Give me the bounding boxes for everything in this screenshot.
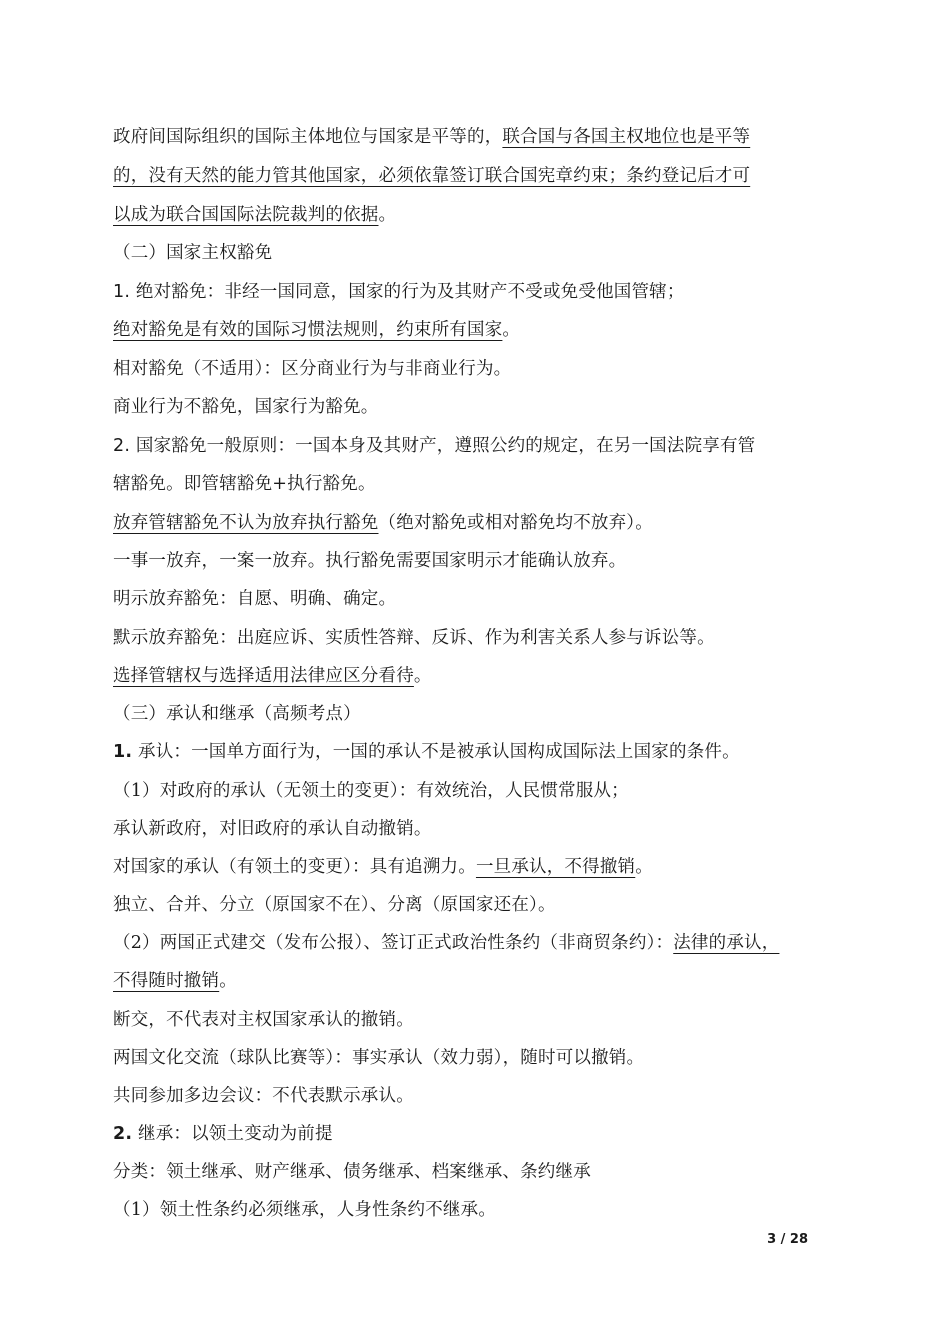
- paragraph-line: [113, 665, 813, 687]
- text-run: 。: [502, 320, 521, 340]
- underlined-text: 以成为联合国国际法院裁判的依据: [113, 205, 379, 225]
- text-run: 。: [413, 666, 432, 686]
- item-number: 1.: [113, 282, 131, 302]
- text-run: 独立、合并、分立（原国家不在）、分离（原国家还在）。: [113, 895, 556, 915]
- paragraph-line: [113, 1085, 813, 1107]
- text-run: 继承：以领土变动为前提: [132, 1124, 333, 1144]
- paragraph-line: [113, 1161, 813, 1183]
- underlined-text: 的，没有天然的能力管其他国家，必须依靠签订联合国宪章约束；条约登记后才可: [113, 166, 751, 186]
- paragraph-line: [113, 473, 813, 495]
- text-run: 绝对豁免：非经一国同意，国家的行为及其财产不受或免受他国管辖；: [130, 282, 685, 302]
- text-run: 辖豁免。即管辖豁免+执行豁免。: [113, 474, 376, 494]
- text-run: （1）领土性条约必须继承，人身性条约不继承。: [113, 1200, 497, 1220]
- text-run: 国家豁免一般原则：一国本身及其财产，遵照公约的规定，在另一国法院享有管: [130, 436, 756, 456]
- paragraph-line: [113, 396, 813, 418]
- paragraph-line: [113, 856, 813, 878]
- section-heading: [113, 242, 813, 264]
- paragraph-line: [113, 818, 813, 840]
- item-number: 2.: [113, 436, 131, 456]
- text-run: 承认新政府，对旧政府的承认自动撤销。: [113, 819, 432, 839]
- page-number: 3 / 28: [767, 1232, 808, 1247]
- text-run: 。: [378, 205, 397, 225]
- text-run: 断交，不代表对主权国家承认的撤销。: [113, 1010, 414, 1030]
- text-run: 承认：一国单方面行为，一国的承认不是被承认国构成国际法上国家的条件。: [132, 742, 740, 762]
- text-run: 分类：领土继承、财产继承、债务继承、档案继承、条约继承: [113, 1162, 591, 1182]
- paragraph-line: [113, 126, 813, 148]
- paragraph-line: [113, 932, 813, 954]
- paragraph-line: [113, 435, 813, 457]
- heading-text: （二）国家主权豁免: [113, 243, 273, 263]
- text-run: （绝对豁免或相对豁免均不放弃）。: [378, 513, 653, 533]
- item-number: 2.: [113, 1124, 133, 1144]
- underlined-text: 一旦承认，不得撤销: [475, 857, 636, 877]
- underlined-text: 绝对豁免是有效的国际习惯法规则，约束所有国家: [113, 320, 503, 340]
- text-run: （2）两国正式建交（发布公报）、签订正式政治性条约（非商贸条约）：: [113, 933, 674, 953]
- underlined-text: 法律的承认，: [673, 933, 780, 953]
- paragraph-line: [113, 512, 813, 534]
- paragraph-line: [113, 358, 813, 380]
- paragraph-line: [113, 1047, 813, 1069]
- paragraph-line: [113, 319, 813, 341]
- item-number: 1.: [113, 742, 133, 762]
- text-run: 共同参加多边会议：不代表默示承认。: [113, 1086, 414, 1106]
- paragraph-line: [113, 970, 813, 992]
- underlined-text: 联合国与各国主权地位也是平等: [502, 127, 751, 147]
- text-run: 。: [219, 971, 237, 991]
- text-run: 一事一放弃，一案一放弃。执行豁免需要国家明示才能确认放弃。: [113, 551, 627, 571]
- underlined-text: 选择管辖权与选择适用法律应区分看待: [113, 666, 414, 686]
- underlined-text: 不得随时撤销: [113, 971, 220, 991]
- paragraph-line: [113, 780, 813, 802]
- paragraph-line: [113, 165, 813, 187]
- paragraph-line: [113, 550, 813, 572]
- text-run: 政府间国际组织的国际主体地位与国家是平等的，: [113, 127, 503, 147]
- paragraph-line: [113, 281, 813, 303]
- text-run: 。: [635, 857, 653, 877]
- paragraph-line: [113, 588, 813, 610]
- text-run: 对国家的承认（有领土的变更）：具有追溯力。: [113, 857, 476, 877]
- text-run: 两国文化交流（球队比赛等）：事实承认（效力弱），随时可以撤销。: [113, 1048, 645, 1068]
- paragraph-line: [113, 204, 813, 226]
- text-run: 商业行为不豁免，国家行为豁免。: [113, 397, 379, 417]
- text-run: 明示放弃豁免：自愿、明确、确定。: [113, 589, 397, 609]
- paragraph-line: [113, 1123, 813, 1145]
- text-run: （1）对政府的承认（无领土的变更）：有效统治，人民惯常服从；: [113, 781, 629, 801]
- paragraph-line: [113, 894, 813, 916]
- paragraph-line: [113, 741, 813, 763]
- section-heading: [113, 703, 813, 725]
- paragraph-line: [113, 1199, 813, 1221]
- text-run: 相对豁免（不适用）：区分商业行为与非商业行为。: [113, 359, 512, 379]
- underlined-text: 放弃管辖豁免不认为放弃执行豁免: [113, 513, 379, 533]
- paragraph-line: [113, 1009, 813, 1031]
- text-run: 默示放弃豁免：出庭应诉、实质性答辩、反诉、作为利害关系人参与诉讼等。: [113, 628, 715, 648]
- heading-text: （三）承认和继承（高频考点）: [113, 704, 361, 724]
- paragraph-line: [113, 627, 813, 649]
